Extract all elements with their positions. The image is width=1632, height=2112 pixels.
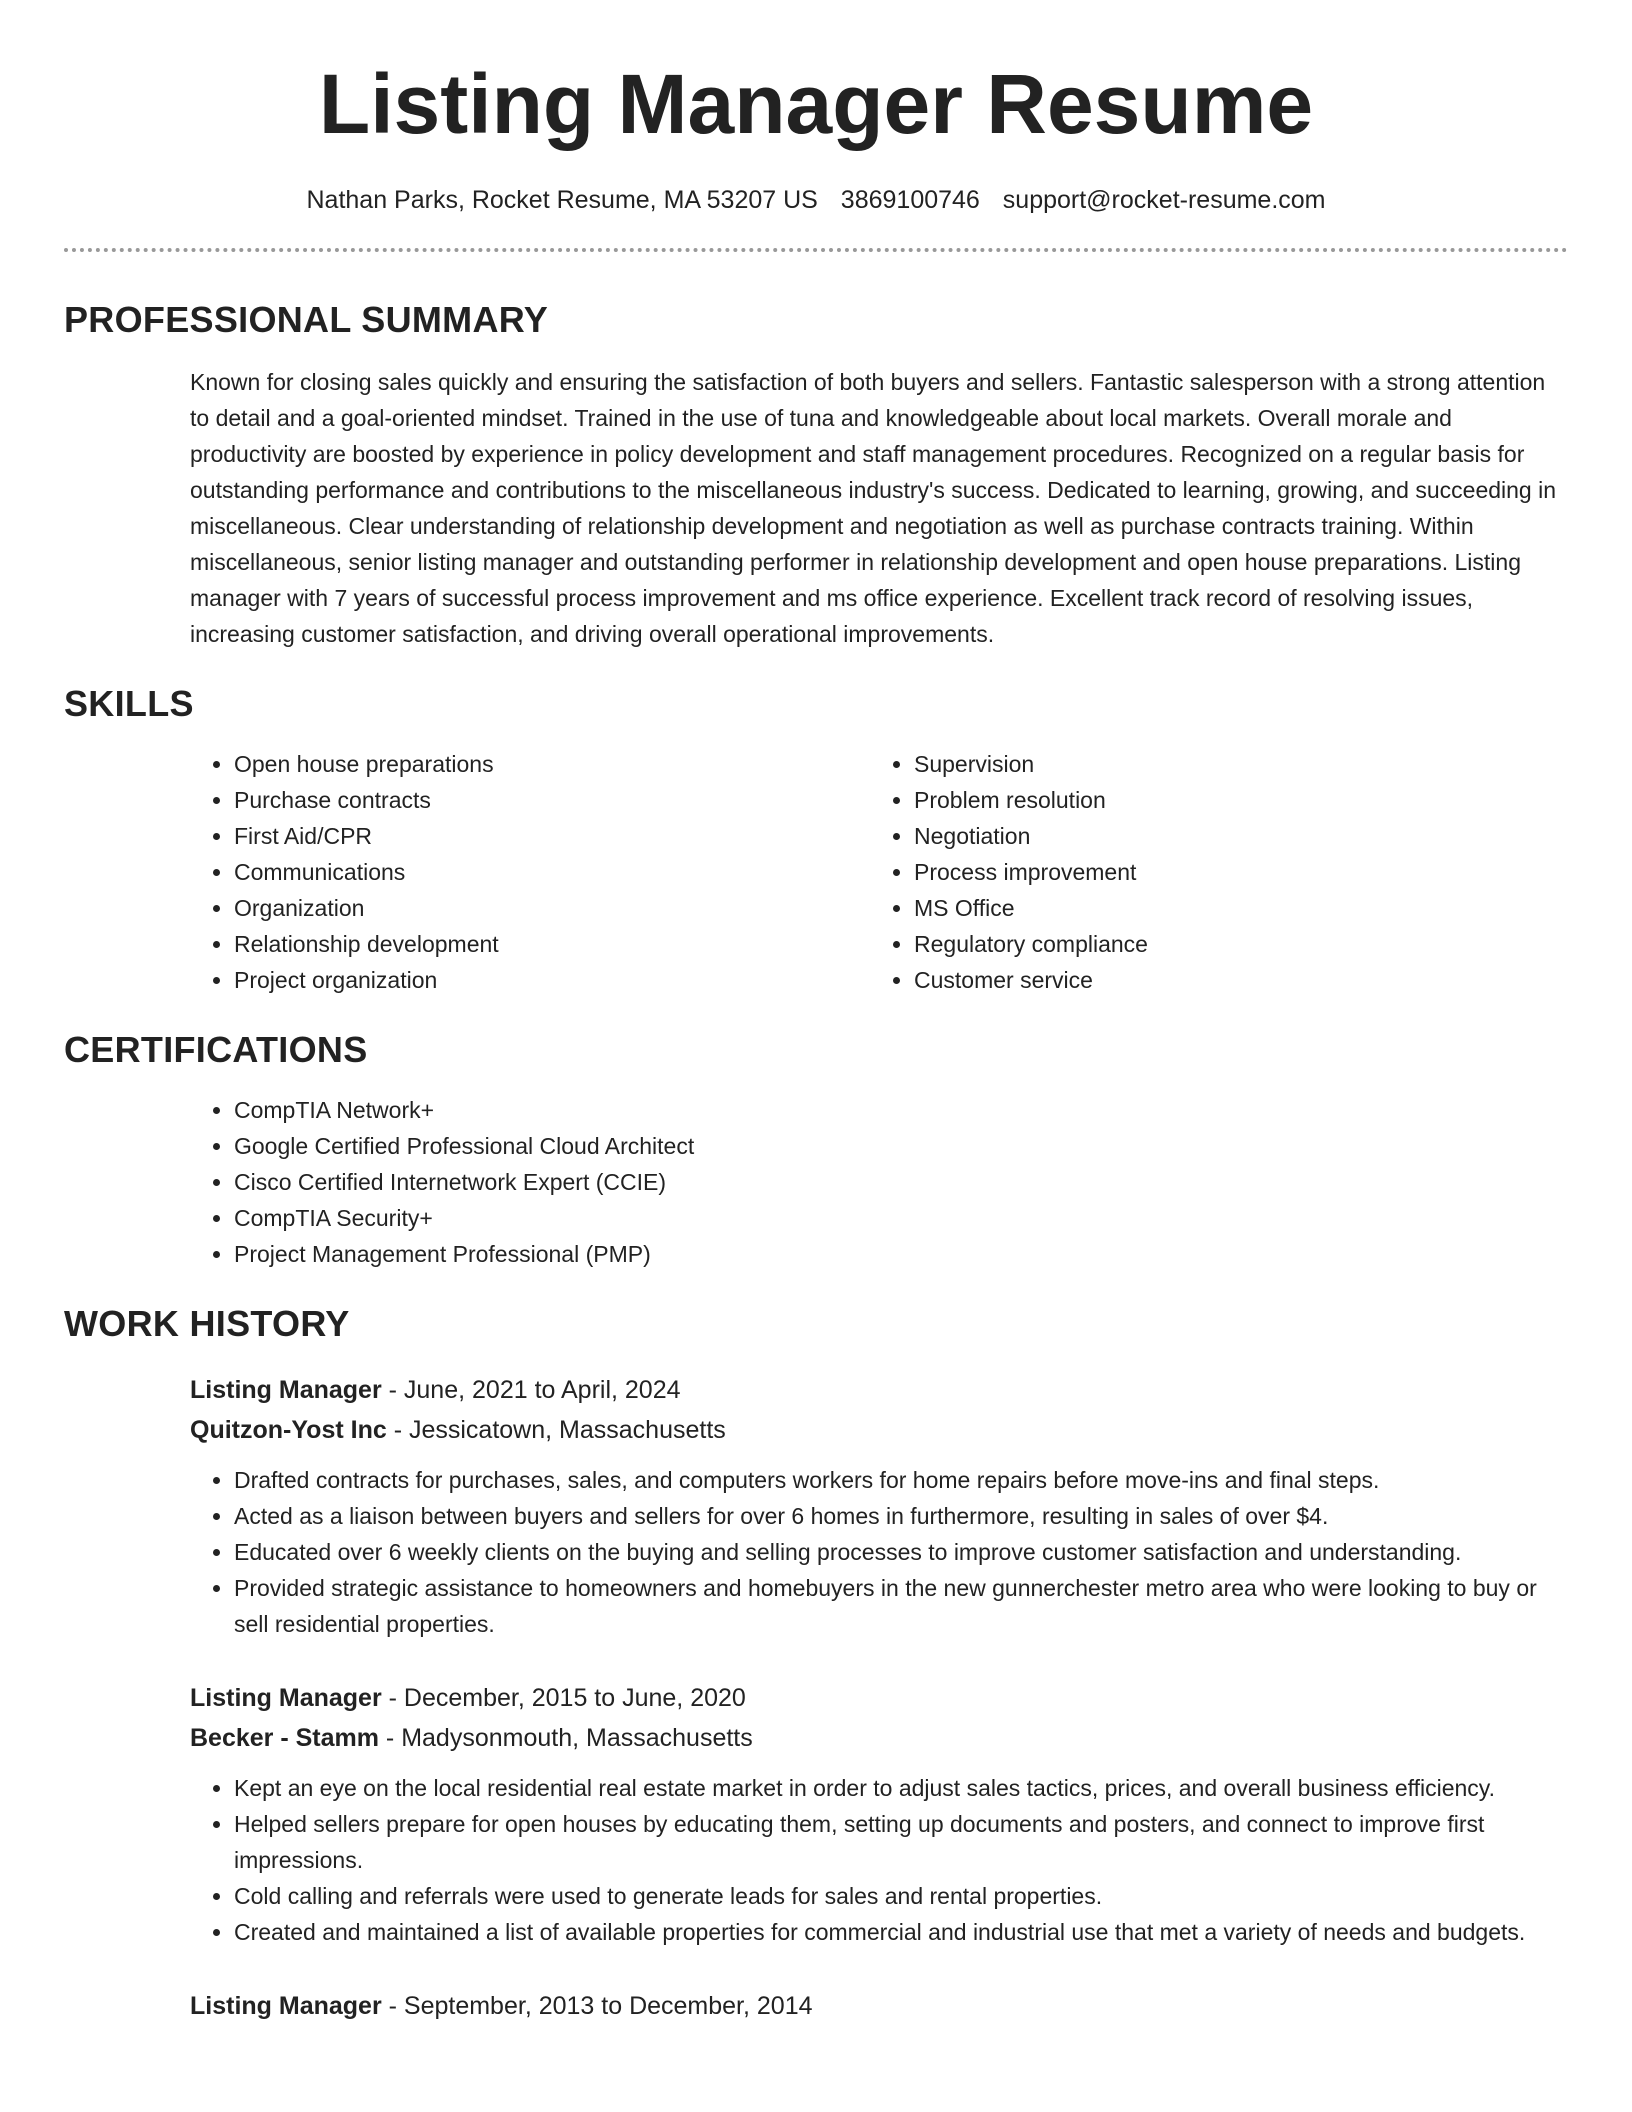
skill-item: • Organization — [234, 890, 870, 926]
job-location: - Jessicatown, Massachusetts — [386, 1416, 726, 1444]
job-entry — [190, 1678, 1568, 1950]
contact-phone: 3869100746 — [840, 186, 980, 214]
section-heading-work-history: WORK HISTORY — [64, 1303, 350, 1344]
job-company: Becker - Stamm — [190, 1724, 379, 1752]
contact-address: Nathan Parks, Rocket Resume, MA 53207 US — [306, 186, 818, 214]
skill-item: • Communications — [234, 854, 870, 890]
job-bullet: • Cold calling and referrals were used to generate leads for sales and rental properties. — [234, 1878, 1568, 1914]
job-bullet: • Kept an eye on the local residential real estate market in order to adjust sales tactics, prices, and overall business efficiency. — [234, 1770, 1568, 1806]
skill-item: • Purchase contracts — [234, 782, 870, 818]
job-dates: - September, 2013 to December, 2014 — [381, 1992, 813, 2020]
skill-item: • Relationship development — [234, 926, 870, 962]
job-title-line — [190, 1986, 1568, 2026]
job-title: Listing Manager — [190, 1992, 382, 2020]
contact-email: support@rocket-resume.com — [1002, 186, 1326, 214]
job-title-line — [190, 1678, 1568, 1718]
job-bullet: • Created and maintained a list of available properties for commercial and industrial use that met a variety of needs and budgets. — [234, 1914, 1568, 1950]
skill-item: • Regulatory compliance — [914, 926, 1550, 962]
job-bullet: • Educated over 6 weekly clients on the buying and selling processes to improve customer satisfaction and understanding. — [234, 1534, 1568, 1570]
skill-item: • Supervision — [914, 746, 1550, 782]
header-divider — [64, 248, 1568, 252]
skill-item: • Customer service — [914, 962, 1550, 998]
skills-column-left — [190, 746, 870, 998]
skills-column-right — [870, 746, 1550, 998]
section-heading-skills: SKILLS — [64, 683, 194, 724]
job-entry — [190, 1986, 1568, 2026]
job-bullet-list — [190, 1462, 1568, 1642]
professional-summary-section — [64, 298, 1568, 652]
skill-item: • MS Office — [914, 890, 1550, 926]
certification-item: • Project Management Professional (PMP) — [234, 1236, 1568, 1272]
skill-item: • Process improvement — [914, 854, 1550, 890]
certification-item: • Google Certified Professional Cloud Architect — [234, 1128, 1568, 1164]
section-heading-certifications: CERTIFICATIONS — [64, 1029, 368, 1070]
skill-item: • Project organization — [234, 962, 870, 998]
job-bullet: • Provided strategic assistance to homeowners and homebuyers in the new gunnerchester metro area who were looking to buy or sell residential properties. — [234, 1570, 1568, 1642]
contact-line — [64, 182, 1568, 218]
job-dates: - June, 2021 to April, 2024 — [381, 1376, 681, 1404]
certifications-list — [190, 1092, 1568, 1272]
skills-section — [64, 682, 1568, 998]
certification-item: • CompTIA Network+ — [234, 1092, 1568, 1128]
job-entry — [190, 1370, 1568, 1642]
certifications-section — [64, 1028, 1568, 1272]
skill-item: • Open house preparations — [234, 746, 870, 782]
job-company: Quitzon-Yost Inc — [190, 1416, 387, 1444]
job-bullet-list — [190, 1770, 1568, 1950]
job-dates: - December, 2015 to June, 2020 — [381, 1684, 746, 1712]
job-company-line — [190, 1718, 1568, 1758]
resume-title: Listing Manager Resume — [318, 57, 1314, 151]
job-title-line — [190, 1370, 1568, 1410]
job-bullet: • Helped sellers prepare for open houses by educating them, setting up documents and posters, and connect to improve first impressions. — [234, 1806, 1568, 1878]
job-title: Listing Manager — [190, 1684, 382, 1712]
skill-item: • Problem resolution — [914, 782, 1550, 818]
skills-columns — [190, 746, 1568, 998]
summary-text: Known for closing sales quickly and ensuring the satisfaction of both buyers and sellers. Fantastic salesperson with a strong attention to detail and a goal-oriented mindset. Trained in the use of tuna and knowledgeable about local markets. Overall morale and productivity are boosted by experience in policy development and staff management procedures. Recognized on a regular basis for outstanding performance and contributions to the miscellaneous industry's success. Dedicated to learning, growing, and succeeding in miscellaneous. Clear understanding of relationship development and negotiation as well as purchase contracts training. Within miscellaneous, senior listing manager and outstanding performer in relationship development and open house preparations. Listing manager with 7 years of successful process improvement and ms office experience. Excellent track record of resolving issues, increasing customer satisfaction, and driving overall operational improvements. — [190, 369, 1557, 647]
section-heading-summary: PROFESSIONAL SUMMARY — [64, 299, 549, 340]
certification-item: • CompTIA Security+ — [234, 1200, 1568, 1236]
job-title: Listing Manager — [190, 1376, 382, 1404]
skill-item: • First Aid/CPR — [234, 818, 870, 854]
job-location: - Madysonmouth, Massachusetts — [378, 1724, 753, 1752]
job-bullet: • Acted as a liaison between buyers and sellers for over 6 homes in furthermore, resulting in sales of over $4. — [234, 1498, 1568, 1534]
work-history-section — [64, 1302, 1568, 2026]
job-bullet: • Drafted contracts for purchases, sales, and computers workers for home repairs before move-ins and final steps. — [234, 1462, 1568, 1498]
certification-item: • Cisco Certified Internetwork Expert (CCIE) — [234, 1164, 1568, 1200]
skill-item: • Negotiation — [914, 818, 1550, 854]
job-company-line — [190, 1410, 1568, 1450]
